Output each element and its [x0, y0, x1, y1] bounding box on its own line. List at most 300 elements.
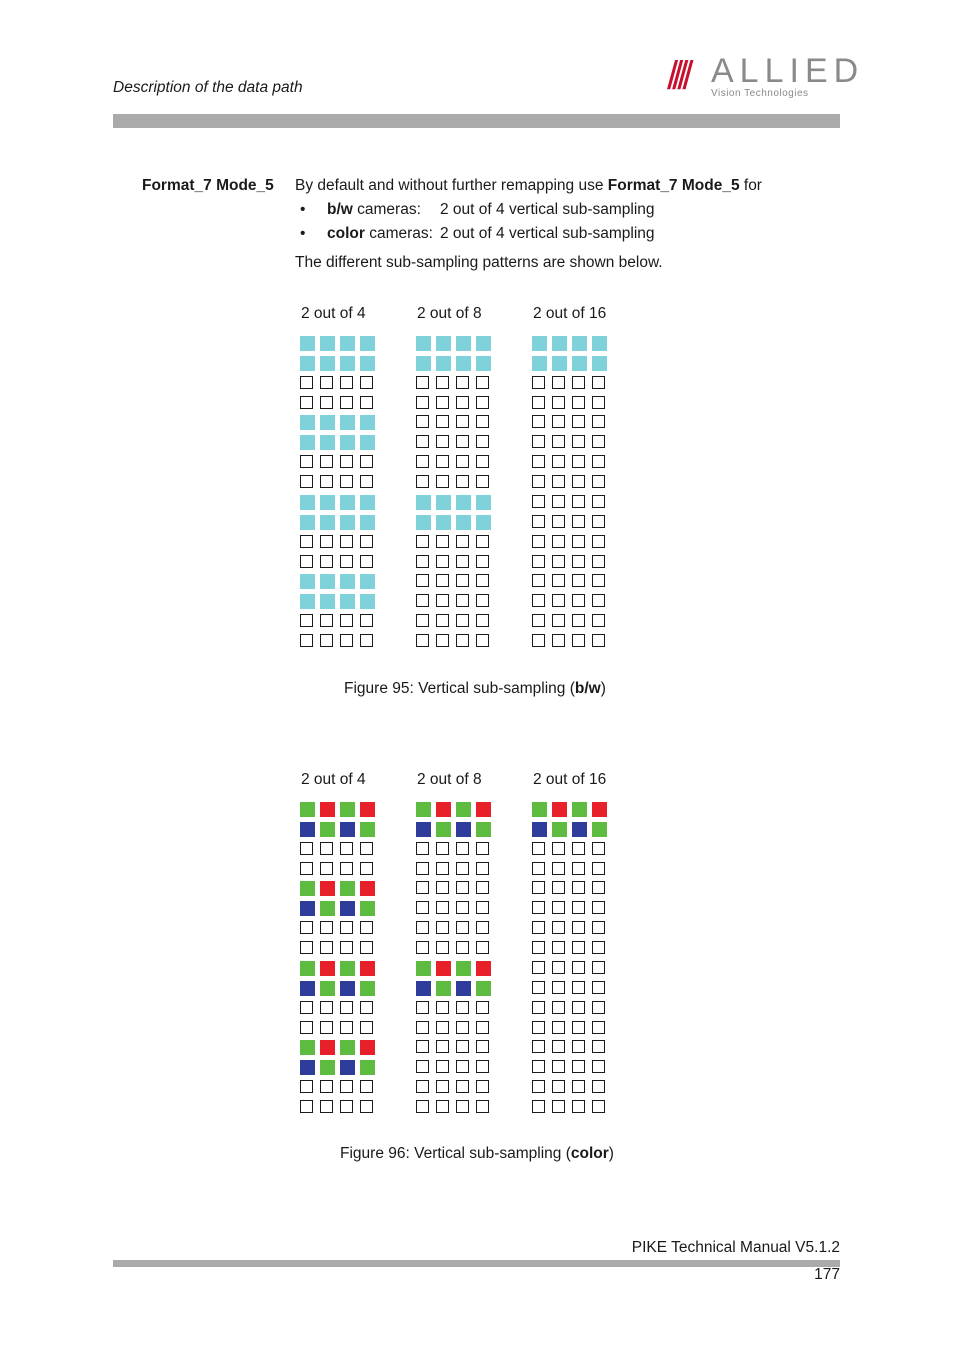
header-rule — [113, 114, 840, 128]
skipped-pixel — [592, 495, 605, 508]
skipped-pixel — [436, 941, 449, 954]
skipped-pixel — [552, 1080, 565, 1093]
skipped-pixel — [572, 634, 585, 647]
blue-pixel — [340, 901, 355, 916]
sampled-pixel — [360, 515, 375, 530]
skipped-pixel — [552, 396, 565, 409]
skipped-pixel — [572, 435, 585, 448]
skipped-pixel — [320, 1001, 333, 1014]
skipped-pixel — [552, 901, 565, 914]
skipped-pixel — [476, 415, 489, 428]
sampled-pixel — [532, 336, 547, 351]
green-pixel — [340, 1040, 355, 1055]
skipped-pixel — [360, 1100, 373, 1113]
blue-pixel — [416, 822, 431, 837]
skipped-pixel — [340, 1100, 353, 1113]
skipped-pixel — [592, 1040, 605, 1053]
skipped-pixel — [456, 941, 469, 954]
fig95-col-label-2: 2 out of 8 — [417, 305, 482, 322]
skipped-pixel — [416, 901, 429, 914]
fig95-caption-bold: b/w — [574, 680, 601, 697]
skipped-pixel — [436, 435, 449, 448]
skipped-pixel — [476, 1100, 489, 1113]
skipped-pixel — [416, 614, 429, 627]
skipped-pixel — [360, 535, 373, 548]
sampled-pixel — [340, 515, 355, 530]
skipped-pixel — [340, 921, 353, 934]
skipped-pixel — [532, 881, 545, 894]
skipped-pixel — [552, 881, 565, 894]
skipped-pixel — [592, 396, 605, 409]
skipped-pixel — [592, 555, 605, 568]
fig96-col-label-2: 2 out of 8 — [417, 771, 482, 788]
skipped-pixel — [532, 1040, 545, 1053]
skipped-pixel — [320, 376, 333, 389]
skipped-pixel — [340, 634, 353, 647]
side-heading: Format_7 Mode_5 — [142, 177, 274, 194]
blue-pixel — [416, 981, 431, 996]
skipped-pixel — [592, 415, 605, 428]
skipped-pixel — [360, 862, 373, 875]
skipped-pixel — [552, 1021, 565, 1034]
sampled-pixel — [320, 574, 335, 589]
sampled-pixel — [456, 495, 471, 510]
skipped-pixel — [572, 455, 585, 468]
fig95-caption — [344, 680, 606, 698]
sampled-pixel — [340, 594, 355, 609]
intro-paragraph — [295, 177, 762, 195]
skipped-pixel — [300, 842, 313, 855]
skipped-pixel — [572, 941, 585, 954]
sampled-pixel — [592, 356, 607, 371]
skipped-pixel — [532, 396, 545, 409]
blue-pixel — [300, 1060, 315, 1075]
skipped-pixel — [592, 1080, 605, 1093]
skipped-pixel — [320, 614, 333, 627]
skipped-pixel — [532, 555, 545, 568]
skipped-pixel — [532, 415, 545, 428]
bullet-color-bold: color — [327, 225, 365, 242]
skipped-pixel — [416, 1080, 429, 1093]
skipped-pixel — [572, 475, 585, 488]
skipped-pixel — [340, 535, 353, 548]
green-pixel — [340, 961, 355, 976]
fig96-col-label-1: 2 out of 4 — [301, 771, 366, 788]
blue-pixel — [532, 822, 547, 837]
sampled-pixel — [300, 415, 315, 430]
sampled-pixel — [436, 336, 451, 351]
skipped-pixel — [592, 862, 605, 875]
skipped-pixel — [552, 1040, 565, 1053]
green-pixel — [360, 901, 375, 916]
skipped-pixel — [416, 535, 429, 548]
green-pixel — [592, 822, 607, 837]
skipped-pixel — [456, 555, 469, 568]
skipped-pixel — [552, 961, 565, 974]
skipped-pixel — [416, 634, 429, 647]
sampled-pixel — [320, 336, 335, 351]
sampled-pixel — [360, 594, 375, 609]
skipped-pixel — [476, 1021, 489, 1034]
green-pixel — [436, 981, 451, 996]
skipped-pixel — [360, 555, 373, 568]
skipped-pixel — [456, 1021, 469, 1034]
skipped-pixel — [360, 921, 373, 934]
skipped-pixel — [572, 1040, 585, 1053]
skipped-pixel — [592, 921, 605, 934]
skipped-pixel — [592, 614, 605, 627]
green-pixel — [416, 802, 431, 817]
skipped-pixel — [572, 535, 585, 548]
skipped-pixel — [532, 842, 545, 855]
sampled-pixel — [456, 336, 471, 351]
skipped-pixel — [476, 435, 489, 448]
skipped-pixel — [532, 1100, 545, 1113]
allied-logo — [667, 52, 865, 100]
sampled-pixel — [320, 515, 335, 530]
skipped-pixel — [320, 1100, 333, 1113]
skipped-pixel — [360, 842, 373, 855]
blue-pixel — [340, 1060, 355, 1075]
skipped-pixel — [416, 842, 429, 855]
skipped-pixel — [476, 535, 489, 548]
skipped-pixel — [456, 614, 469, 627]
green-pixel — [456, 961, 471, 976]
skipped-pixel — [436, 634, 449, 647]
sampled-pixel — [340, 336, 355, 351]
skipped-pixel — [532, 981, 545, 994]
page-number: 177 — [814, 1266, 840, 1283]
red-pixel — [360, 881, 375, 896]
red-pixel — [360, 802, 375, 817]
skipped-pixel — [476, 921, 489, 934]
skipped-pixel — [360, 1001, 373, 1014]
skipped-pixel — [436, 881, 449, 894]
red-pixel — [476, 961, 491, 976]
sampled-pixel — [300, 515, 315, 530]
skipped-pixel — [340, 455, 353, 468]
skipped-pixel — [592, 475, 605, 488]
footer-manual-title: PIKE Technical Manual V5.1.2 — [631, 1239, 840, 1256]
sampled-pixel — [340, 495, 355, 510]
sampled-pixel — [320, 594, 335, 609]
skipped-pixel — [592, 961, 605, 974]
skipped-pixel — [320, 535, 333, 548]
skipped-pixel — [436, 842, 449, 855]
sampled-pixel — [476, 356, 491, 371]
skipped-pixel — [532, 435, 545, 448]
blue-pixel — [456, 981, 471, 996]
green-pixel — [320, 822, 335, 837]
sampled-pixel — [300, 574, 315, 589]
skipped-pixel — [340, 614, 353, 627]
skipped-pixel — [456, 455, 469, 468]
sampled-pixel — [300, 435, 315, 450]
skipped-pixel — [320, 455, 333, 468]
skipped-pixel — [340, 842, 353, 855]
skipped-pixel — [592, 1021, 605, 1034]
skipped-pixel — [532, 1001, 545, 1014]
skipped-pixel — [320, 862, 333, 875]
red-pixel — [436, 802, 451, 817]
skipped-pixel — [300, 614, 313, 627]
skipped-pixel — [476, 1080, 489, 1093]
skipped-pixel — [436, 1080, 449, 1093]
green-pixel — [572, 802, 587, 817]
blue-pixel — [340, 822, 355, 837]
skipped-pixel — [572, 921, 585, 934]
skipped-pixel — [592, 881, 605, 894]
skipped-pixel — [360, 475, 373, 488]
skipped-pixel — [592, 515, 605, 528]
skipped-pixel — [552, 614, 565, 627]
skipped-pixel — [360, 455, 373, 468]
skipped-pixel — [476, 574, 489, 587]
sampled-pixel — [456, 356, 471, 371]
skipped-pixel — [436, 1021, 449, 1034]
green-pixel — [300, 802, 315, 817]
skipped-pixel — [532, 921, 545, 934]
green-pixel — [436, 822, 451, 837]
skipped-pixel — [572, 594, 585, 607]
skipped-pixel — [416, 594, 429, 607]
intro-prefix: By default and without further remapping use — [295, 177, 608, 194]
green-pixel — [456, 802, 471, 817]
skipped-pixel — [340, 555, 353, 568]
skipped-pixel — [592, 634, 605, 647]
skipped-pixel — [532, 941, 545, 954]
logo-brand: ALLIED — [711, 52, 865, 90]
sampled-pixel — [436, 515, 451, 530]
red-pixel — [592, 802, 607, 817]
skipped-pixel — [532, 475, 545, 488]
skipped-pixel — [476, 1040, 489, 1053]
green-pixel — [476, 981, 491, 996]
logo-slashes: //// — [667, 54, 688, 98]
skipped-pixel — [300, 376, 313, 389]
skipped-pixel — [532, 495, 545, 508]
skipped-pixel — [436, 455, 449, 468]
fig96-caption — [340, 1145, 614, 1163]
skipped-pixel — [340, 1001, 353, 1014]
skipped-pixel — [340, 1080, 353, 1093]
skipped-pixel — [300, 455, 313, 468]
sampled-pixel — [592, 336, 607, 351]
skipped-pixel — [456, 1100, 469, 1113]
sampled-pixel — [360, 495, 375, 510]
red-pixel — [552, 802, 567, 817]
skipped-pixel — [476, 376, 489, 389]
skipped-pixel — [320, 396, 333, 409]
skipped-pixel — [572, 842, 585, 855]
skipped-pixel — [300, 634, 313, 647]
skipped-pixel — [552, 921, 565, 934]
blue-pixel — [456, 822, 471, 837]
sampled-pixel — [320, 356, 335, 371]
skipped-pixel — [532, 535, 545, 548]
sampled-pixel — [340, 574, 355, 589]
skipped-pixel — [416, 921, 429, 934]
skipped-pixel — [456, 1001, 469, 1014]
skipped-pixel — [476, 862, 489, 875]
skipped-pixel — [552, 634, 565, 647]
sampled-pixel — [436, 495, 451, 510]
skipped-pixel — [416, 455, 429, 468]
skipped-pixel — [340, 396, 353, 409]
skipped-pixel — [340, 1021, 353, 1034]
skipped-pixel — [476, 396, 489, 409]
sampled-pixel — [476, 515, 491, 530]
skipped-pixel — [532, 862, 545, 875]
green-pixel — [532, 802, 547, 817]
skipped-pixel — [456, 921, 469, 934]
skipped-pixel — [416, 1001, 429, 1014]
sampled-pixel — [360, 356, 375, 371]
skipped-pixel — [592, 435, 605, 448]
green-pixel — [416, 961, 431, 976]
footer-rule — [113, 1260, 840, 1267]
skipped-pixel — [532, 614, 545, 627]
fig96-caption-suffix: ) — [608, 1145, 614, 1162]
skipped-pixel — [416, 862, 429, 875]
fig95-caption-suffix: ) — [600, 680, 606, 697]
skipped-pixel — [552, 435, 565, 448]
skipped-pixel — [436, 555, 449, 568]
skipped-pixel — [552, 495, 565, 508]
skipped-pixel — [416, 415, 429, 428]
skipped-pixel — [456, 376, 469, 389]
skipped-pixel — [456, 1060, 469, 1073]
skipped-pixel — [456, 881, 469, 894]
skipped-pixel — [552, 535, 565, 548]
skipped-pixel — [456, 842, 469, 855]
fig95-caption-prefix: Figure 95: Vertical sub-sampling ( — [344, 680, 575, 697]
green-pixel — [300, 961, 315, 976]
skipped-pixel — [532, 1021, 545, 1034]
patterns-note: The different sub-sampling patterns are shown below. — [295, 254, 663, 271]
skipped-pixel — [456, 475, 469, 488]
blue-pixel — [300, 901, 315, 916]
skipped-pixel — [572, 376, 585, 389]
skipped-pixel — [300, 862, 313, 875]
red-pixel — [360, 961, 375, 976]
sampled-pixel — [532, 356, 547, 371]
skipped-pixel — [456, 535, 469, 548]
skipped-pixel — [300, 475, 313, 488]
skipped-pixel — [340, 862, 353, 875]
skipped-pixel — [340, 941, 353, 954]
skipped-pixel — [572, 961, 585, 974]
skipped-pixel — [552, 981, 565, 994]
sampled-pixel — [572, 336, 587, 351]
skipped-pixel — [476, 1060, 489, 1073]
skipped-pixel — [456, 1040, 469, 1053]
skipped-pixel — [476, 901, 489, 914]
skipped-pixel — [340, 376, 353, 389]
skipped-pixel — [416, 396, 429, 409]
bullet-dot: • — [300, 201, 306, 218]
sampled-pixel — [416, 515, 431, 530]
skipped-pixel — [572, 515, 585, 528]
skipped-pixel — [300, 396, 313, 409]
skipped-pixel — [300, 1001, 313, 1014]
skipped-pixel — [436, 1060, 449, 1073]
skipped-pixel — [572, 555, 585, 568]
fig96-caption-bold: color — [570, 1145, 609, 1162]
skipped-pixel — [572, 1021, 585, 1034]
skipped-pixel — [592, 981, 605, 994]
skipped-pixel — [592, 594, 605, 607]
blue-pixel — [340, 981, 355, 996]
sampled-pixel — [360, 336, 375, 351]
bullet-color-value: 2 out of 4 vertical sub-sampling — [440, 225, 655, 242]
skipped-pixel — [552, 376, 565, 389]
skipped-pixel — [436, 862, 449, 875]
skipped-pixel — [532, 594, 545, 607]
skipped-pixel — [436, 376, 449, 389]
skipped-pixel — [552, 594, 565, 607]
skipped-pixel — [532, 1060, 545, 1073]
skipped-pixel — [552, 415, 565, 428]
skipped-pixel — [320, 921, 333, 934]
sampled-pixel — [360, 435, 375, 450]
skipped-pixel — [320, 634, 333, 647]
skipped-pixel — [572, 415, 585, 428]
skipped-pixel — [476, 881, 489, 894]
red-pixel — [360, 1040, 375, 1055]
skipped-pixel — [300, 1021, 313, 1034]
bullet-dot: • — [300, 225, 306, 242]
skipped-pixel — [320, 941, 333, 954]
green-pixel — [552, 822, 567, 837]
green-pixel — [340, 802, 355, 817]
green-pixel — [300, 1040, 315, 1055]
skipped-pixel — [552, 862, 565, 875]
skipped-pixel — [592, 535, 605, 548]
skipped-pixel — [476, 475, 489, 488]
skipped-pixel — [572, 862, 585, 875]
skipped-pixel — [436, 901, 449, 914]
skipped-pixel — [532, 574, 545, 587]
logo-tagline: Vision Technologies — [711, 88, 809, 99]
fig95-col-label-3: 2 out of 16 — [533, 305, 607, 322]
skipped-pixel — [320, 555, 333, 568]
sampled-pixel — [360, 415, 375, 430]
sampled-pixel — [416, 495, 431, 510]
skipped-pixel — [360, 614, 373, 627]
fig96-caption-prefix: Figure 96: Vertical sub-sampling ( — [340, 1145, 571, 1162]
skipped-pixel — [436, 614, 449, 627]
skipped-pixel — [436, 475, 449, 488]
skipped-pixel — [456, 1080, 469, 1093]
skipped-pixel — [592, 1001, 605, 1014]
skipped-pixel — [572, 574, 585, 587]
skipped-pixel — [416, 376, 429, 389]
skipped-pixel — [436, 415, 449, 428]
skipped-pixel — [572, 881, 585, 894]
sampled-pixel — [340, 415, 355, 430]
skipped-pixel — [456, 435, 469, 448]
skipped-pixel — [436, 1100, 449, 1113]
skipped-pixel — [436, 594, 449, 607]
skipped-pixel — [416, 1021, 429, 1034]
skipped-pixel — [532, 455, 545, 468]
green-pixel — [320, 981, 335, 996]
bullet-bw-value: 2 out of 4 vertical sub-sampling — [440, 201, 655, 218]
bullet-bw-bold: b/w — [327, 201, 353, 218]
skipped-pixel — [300, 921, 313, 934]
sampled-pixel — [320, 495, 335, 510]
